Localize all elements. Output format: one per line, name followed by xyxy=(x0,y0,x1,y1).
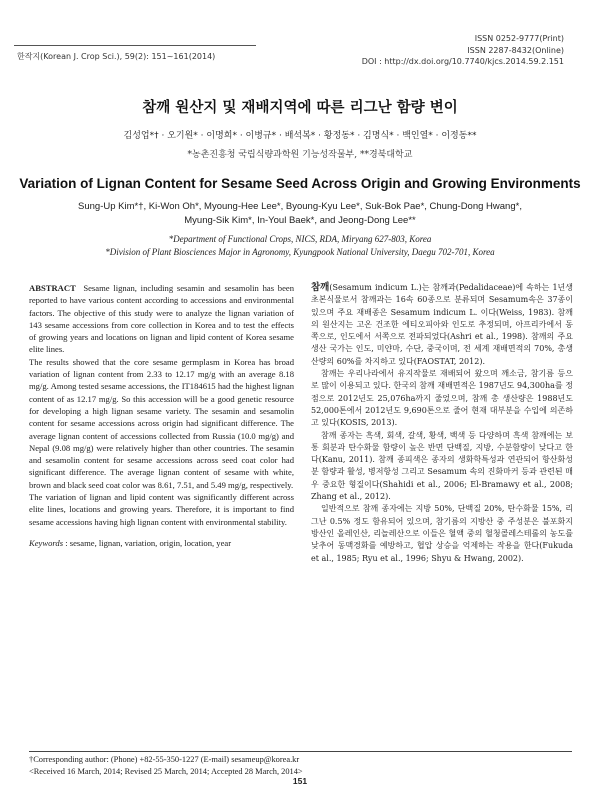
doi-link[interactable]: DOI : http://dx.doi.org/10.7740/kjcs.2014.59.2.151 xyxy=(361,57,564,66)
affiliation-korean: *농촌진흥청 국립식량과학원 기능성작물부, **경북대학교 xyxy=(187,150,413,160)
received-dates: <Received 16 March, 2014; Revised 25 March, 2014; Accepted 28 March, 2014> xyxy=(29,767,303,776)
abstract-column xyxy=(29,282,294,549)
body-paragraph-2: 참깨는 우리나라에서 유지작물로 재배되어 왔으며 깨소금, 참기름 등으로 많이 이용되고 있다. 한국의 참깨 재배면적은 1987년도 94,300ha를 정점으로 2012년도 25,076ha까지 줄었으며, 참깨 총 생산량은 1988년도 52,000톤에서 2012년도 9,690톤으로 줄어 현재 대부분을 수입에 의존하고 있다(KOSIS, 2013). xyxy=(311,369,573,428)
title-korean: 참깨 원산지 및 재배지역에 따른 리그난 함량 변이 xyxy=(142,100,458,116)
issn-online: ISSN 2287-8432(Online) xyxy=(467,45,564,55)
body-text-1: (Sesamum indicum L.)는 참깨과(Pedalidaceae)에 속하는 1년생 초본식물로서 참깨과는 16속 60종으로 분류되며 Sesamum속은 37종이 있으며 주요 재배종은 Sesamum indicum L. 이다(Weiss, 1983). 참깨의 원산지는 고온 건조한 에티오피아와 인도로 추정되며, 아프리카에서 동쪽으로, 인도에서 서쪽으로 전파되었다(Ashri et al., 1998). 참깨의 주요 생산 국가는 인도, 미얀마, 수단, 중국이며, 전 세계 재배면적의 70%, 총생산량의 60%를 차지하고 있다(FAOSTAT, 2012). xyxy=(311,283,573,366)
header-rule xyxy=(14,45,256,46)
lead-word: 참깨 xyxy=(311,282,330,293)
abstract-heading: ABSTRACT xyxy=(29,283,76,293)
body-column xyxy=(311,282,573,565)
issn-doi-block xyxy=(362,33,564,68)
footnote-rule xyxy=(29,751,572,752)
body-paragraph-4: 일반적으로 참깨 종자에는 지방 50%, 단백질 20%, 탄수화물 15%, 리그난 0.5% 정도 함유되어 있으며, 참기름의 지방산 중 주성분은 불포화지방산인 올레인산, 리놀레산으로 이들은 혈액 중의 혈청콜레스테롤의 농도를 낮추어 동맥경화를 예방하고, 협압 상승을 억제하는 작용을 한다(Fukuda et al., 1985; Ryu et al., 1996; Shyu & Hwang, 2002). xyxy=(311,504,573,563)
abstract-paragraph-3: The variation of lignan and lipid content was significantly different across elite lines, locations and growing years. Therefore, it is important to find sesame accessions having high lignan content with environmental stability. xyxy=(29,492,294,527)
abstract-paragraph-2: The results showed that the core sesame germplasm in Korea has broad variation of lignan content from 2.33 to 12.17 mg/g with an average 8.18 mg/g. Among tested sesame accessions, the IT184615 had the highest lignan content of as 12.17 mg/g. So this accession will be a good genetic resource for developing a high lignan sesame variety. The sesamin and sesamolin content for sesame accessions across origin had significant difference. The average lignan content of accessions collected from Russia (10.0 mg/g) and Nepal (9.08 mg/g) were relatively higher than other countries. The sesamin and sesamolin content for sesame accessions across seed coat color had significant difference. The average lignan content of sesame with white, brown and black seed coat color was 8.61, 7.51, and 5.49 mg/g, respectively. xyxy=(29,356,294,490)
footnote xyxy=(29,754,574,778)
authors-english-line1: Sung-Up Kim*†, Ki-Won Oh*, Myoung-Hee Lee*, Byoung-Kyu Lee*, Suk-Bok Pae*, Chung-Dong Hwang*, xyxy=(78,201,522,212)
corresponding-author: †Corresponding author: (Phone) +82-55-350-1227 (E-mail) sesameup@korea.kr xyxy=(29,755,300,764)
body-paragraph-1 xyxy=(311,282,573,368)
keywords-list: : sesame, lignan, variation, origin, location, year xyxy=(63,537,232,548)
affiliation-english-line1: *Department of Functional Crops, NICS, RDA, Miryang 627-803, Korea xyxy=(168,234,432,244)
abstract-text-1: Sesame lignan, including sesamin and sesamolin has been reported to have various content according to accessions and environmental factors. The objective of this study were to analyze the lignan variation of 143 sesame accessions from core collection in Korea and to test the effects of growing years and locations on lignan and lipid content of Korea sesame elite lines. xyxy=(29,283,295,355)
abstract-paragraph-1 xyxy=(29,282,294,356)
issn-print: ISSN 0252-9777(Print) xyxy=(474,34,564,43)
keywords-heading: Keywords xyxy=(29,537,64,548)
page-number: 151 xyxy=(292,776,308,786)
affiliation-english xyxy=(0,233,600,259)
title-english: Variation of Lignan Content for Sesame Seed Across Origin and Growing Environments xyxy=(19,176,581,191)
journal-citation: 한작지(Korean J. Crop Sci.), 59(2): 151~161(2014) xyxy=(17,52,216,61)
authors-korean: 김성업*† · 오기원* · 이명희* · 이병규* · 배석복* · 황정동* · 김명식* · 백인열* · 이정동** xyxy=(123,131,477,141)
keywords-line xyxy=(29,537,294,549)
body-paragraph-3: 참깨 종자는 흑색, 회색, 갈색, 황색, 백색 등 다양하며 흑색 참깨에는 보통 회분과 탄수화물 함량이 높은 반면 단백질, 지방, 수분함량이 낮다고 한다(Kanu, 2011). 참깨 종피색은 종자의 생화학특성과 연관되어 항산화성분 함량과 활성, 병저항성 그리고 Sesamum 속의 진화마커 등과 관련된 매우 중요한 형질이다(Shahidi et al., 2006; El-Bramawy et al., 2008; Zhang et al., 2012). xyxy=(311,430,573,502)
authors-english xyxy=(70,200,530,228)
affiliation-english-line2: *Division of Plant Biosciences Major in Agronomy, Kyungpook National University, Daegu 702-701, Korea xyxy=(105,247,495,257)
authors-english-line2: Myung-Sik Kim*, In-Youl Baek*, and Jeong-Dong Lee** xyxy=(184,215,416,226)
